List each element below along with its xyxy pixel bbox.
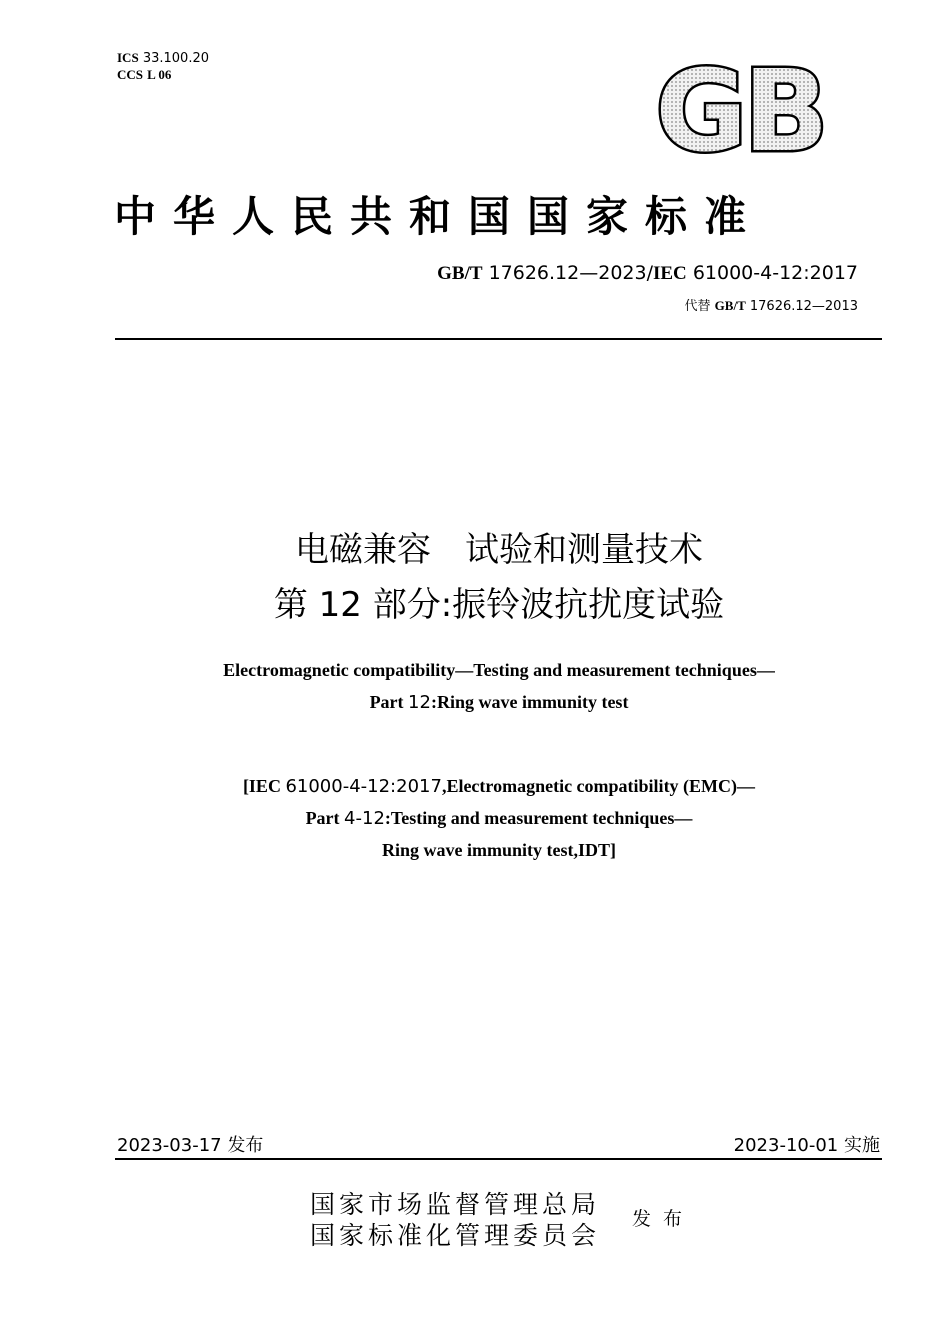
ccs-code: CCS L 06 bbox=[117, 67, 172, 82]
iec-reference-line-2: Part 4-12:Testing and measurement techniques— bbox=[305, 808, 693, 829]
publisher-samr: 国家市场监督管理总局 bbox=[310, 1190, 601, 1219]
publisher-sac: 国家标准化管理委员会 bbox=[310, 1221, 601, 1250]
publish-label: 发布 bbox=[632, 1208, 695, 1230]
english-title-line-1: Electromagnetic compatibility—Testing and measurement techniques— bbox=[223, 660, 775, 680]
top-divider bbox=[115, 338, 882, 340]
implementation-date: 2023-10-01 实施 bbox=[733, 1135, 880, 1156]
chinese-title-line-1: 电磁兼容 试验和测量技术 bbox=[295, 530, 703, 570]
replaces-standard: 代替 GB/T 17626.12—2013 bbox=[684, 298, 858, 314]
gb-logo bbox=[646, 60, 834, 158]
iec-reference-line-3: Ring wave immunity test,IDT] bbox=[382, 840, 616, 860]
chinese-title-line-2: 第 12 部分:振铃波抗扰度试验 bbox=[273, 585, 725, 625]
ics-code: ICS 33.100.20 bbox=[117, 50, 209, 66]
svg-text:GB: GB bbox=[655, 60, 825, 158]
issue-date: 2023-03-17 发布 bbox=[117, 1135, 264, 1156]
classification-codes bbox=[117, 50, 209, 84]
english-title-line-2: Part 12:Ring wave immunity test bbox=[369, 692, 629, 713]
iec-reference-line-1: [IEC 61000-4-12:2017,Electromagnetic compatibility (EMC)— bbox=[242, 776, 756, 797]
national-standard-title: 中华人民共和国国家标准 bbox=[114, 192, 764, 241]
standard-number: GB/T 17626.12—2023/IEC 61000-4-12:2017 bbox=[437, 262, 858, 284]
bottom-divider bbox=[115, 1158, 882, 1160]
